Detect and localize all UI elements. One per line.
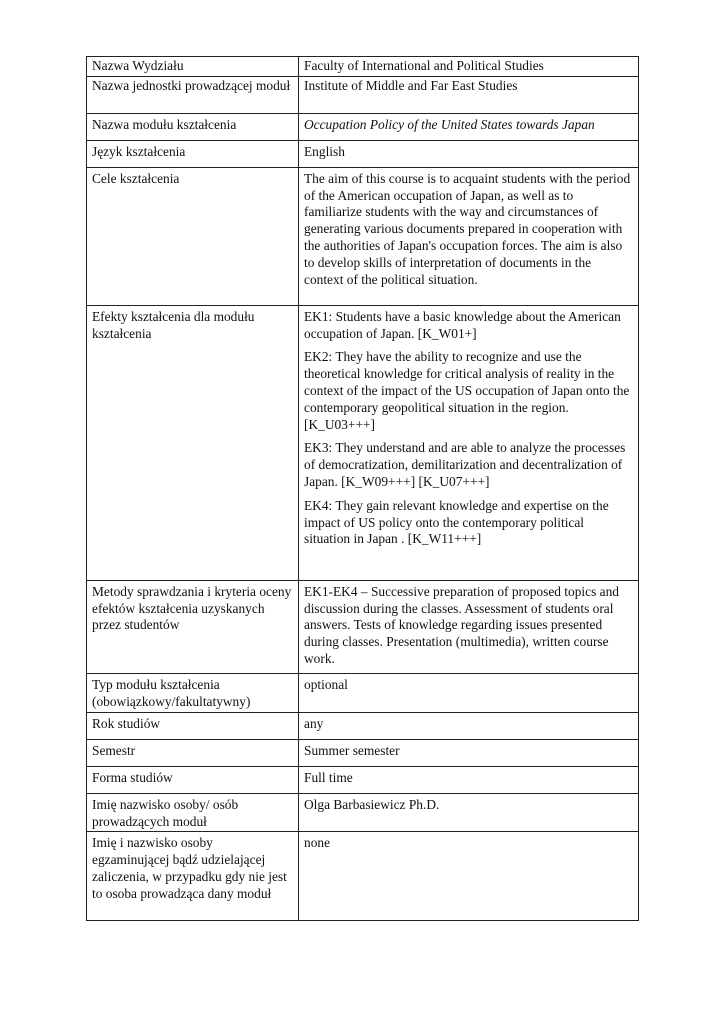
learning-outcome-ek4: EK4: They gain relevant knowledge and expertise on the impact of US policy onto the contemporary political situation in Japan . [K_W11+++] (304, 497, 609, 547)
row-value-assessment-methods: EK1-EK4 – Successive preparation of proposed topics and discussion during the classes. Assessment of students oral answers. Tests of knowledge regarding issues presented during classes. Presentation (multimedia), written course work. (299, 580, 639, 673)
row-value-lecturer: Olga Barbasiewicz Ph.D. (299, 793, 639, 832)
row-label-examiner: Imię i nazwisko osoby egzaminującej bądź udzielającej zaliczenia, w przypadku gdy nie jest to osoba prowadząca dany moduł (87, 832, 299, 921)
row-label-module-name: Nazwa modułu kształcenia (87, 113, 299, 140)
learning-outcome-ek1: EK1: Students have a basic knowledge about the American occupation of Japan. [K_W01+] (304, 308, 621, 341)
row-label-unit: Nazwa jednostki prowadzącej moduł (87, 76, 299, 113)
row-label-assessment-methods: Metody sprawdzania i kryteria oceny efektów kształcenia uzyskanych przez studentów (87, 580, 299, 673)
table-row (87, 739, 639, 766)
row-value-semester: Summer semester (299, 739, 639, 766)
table-row (87, 832, 639, 921)
row-value-year: any (299, 712, 639, 739)
row-label-module-type: Typ modułu kształcenia (obowiązkowy/fakultatywny) (87, 673, 299, 712)
row-label-semester: Semestr (87, 739, 299, 766)
row-label-language: Język kształcenia (87, 140, 299, 167)
row-label-aims: Cele kształcenia (87, 167, 299, 305)
row-label-study-form: Forma studiów (87, 766, 299, 793)
table-row (87, 305, 639, 580)
learning-outcome-ek2: EK2: They have the ability to recognize and use the theoretical knowledge for critical analysis of reality in the context of the impact of the US occupation of Japan onto the contemporary geopolitical situation in the region. [K_U03+++] (304, 349, 630, 432)
row-label-lecturer: Imię nazwisko osoby/ osób prowadzących moduł (87, 793, 299, 832)
table-row (87, 580, 639, 673)
row-value-module-type: optional (299, 673, 639, 712)
row-value-examiner: none (299, 832, 639, 921)
table-row (87, 140, 639, 167)
row-label-faculty: Nazwa Wydziału (87, 57, 299, 77)
row-value-learning-outcomes (299, 305, 639, 580)
row-value-study-form: Full time (299, 766, 639, 793)
row-value-aims: The aim of this course is to acquaint students with the period of the American occupation of Japan, as well as to familiarize students with the way and circumstances of generating various documents prepared in cooperation with the authorities of Japan's occupation forces. The aim is also to develop skills of interpretation of documents in the context of the political situation. (299, 167, 639, 305)
table-row (87, 766, 639, 793)
learning-outcome-ek3: EK3: They understand and are able to analyze the processes of democratization, demilitarization and decentralization of Japan. [K_W09+++] [K_U07+++] (304, 440, 626, 489)
row-value-unit: Institute of Middle and Far East Studies (299, 76, 639, 113)
row-value-module-name: Occupation Policy of the United States towards Japan (299, 113, 639, 140)
table-row (87, 57, 639, 77)
row-label-year: Rok studiów (87, 712, 299, 739)
row-value-faculty: Faculty of International and Political Studies (299, 57, 639, 77)
table-row (87, 673, 639, 712)
table-row (87, 167, 639, 305)
table-row (87, 793, 639, 832)
table-row (87, 712, 639, 739)
table-row (87, 113, 639, 140)
document-page (86, 56, 638, 921)
row-value-language: English (299, 140, 639, 167)
row-label-learning-outcomes: Efekty kształcenia dla modułu kształcenia (87, 305, 299, 580)
table-row (87, 76, 639, 113)
module-description-table (86, 56, 639, 921)
